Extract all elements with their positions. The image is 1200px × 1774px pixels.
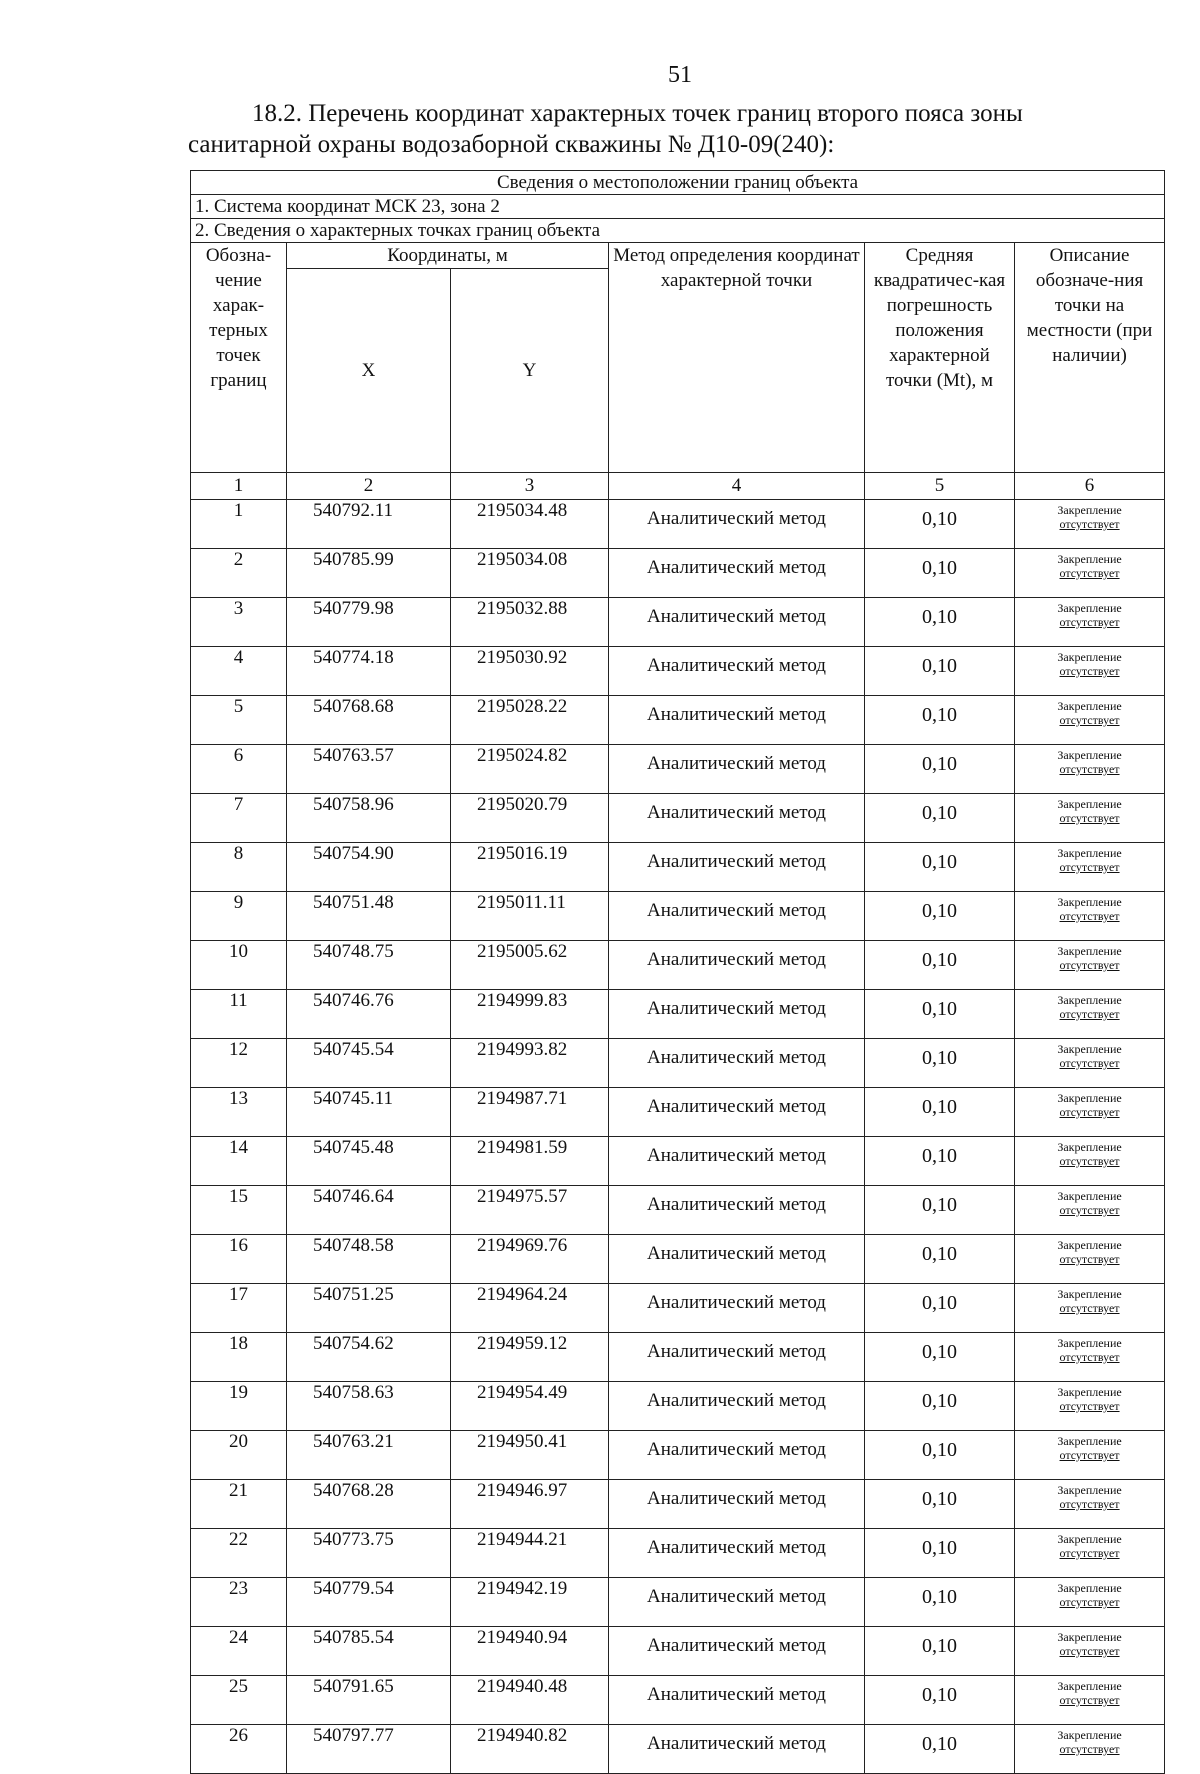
description-line-2: отсутствует [1059,615,1120,629]
y-coordinate: 2194944.21 [451,1529,609,1578]
description-cell [1015,892,1165,941]
description-line-1: Закрепление [1057,1434,1122,1448]
description-line-2: отсутствует [1059,909,1120,923]
error-cell: 0,10 [865,1529,1015,1578]
description-line-1: Закрепление [1057,1336,1122,1350]
x-coordinate: 540774.18 [287,647,451,696]
method-cell: Аналитический метод [609,1627,865,1676]
error-cell: 0,10 [865,1676,1015,1725]
header-x: X [287,269,451,473]
description-cell [1015,1725,1165,1774]
method-cell: Аналитический метод [609,892,865,941]
error-cell: 0,10 [865,1382,1015,1431]
error-cell: 0,10 [865,696,1015,745]
description-line-1: Закрепление [1057,650,1122,664]
header-coordinates: Координаты, м [287,243,609,269]
table-row [191,1676,1165,1725]
x-coordinate: 540791.65 [287,1676,451,1725]
point-number: 16 [191,1235,287,1284]
method-cell: Аналитический метод [609,941,865,990]
description-line-1: Закрепление [1057,1091,1122,1105]
table-row [191,549,1165,598]
coordinate-rows [191,500,1165,1774]
table-row [191,794,1165,843]
description-cell [1015,696,1165,745]
description-line-2: отсутствует [1059,1399,1120,1413]
y-coordinate: 2194950.41 [451,1431,609,1480]
point-number: 6 [191,745,287,794]
table-row [191,941,1165,990]
description-line-1: Закрепление [1057,699,1122,713]
point-number: 21 [191,1480,287,1529]
y-coordinate: 2195034.08 [451,549,609,598]
y-coordinate: 2194940.48 [451,1676,609,1725]
table-row [191,696,1165,745]
x-coordinate: 540768.68 [287,696,451,745]
point-number: 19 [191,1382,287,1431]
table-row [191,1382,1165,1431]
x-coordinate: 540748.58 [287,1235,451,1284]
y-coordinate: 2194987.71 [451,1088,609,1137]
error-cell: 0,10 [865,1333,1015,1382]
description-line-2: отсутствует [1059,517,1120,531]
method-cell: Аналитический метод [609,1088,865,1137]
error-cell: 0,10 [865,794,1015,843]
x-coordinate: 540768.28 [287,1480,451,1529]
header-designation: Обозна-чение харак-терных точек границ [191,243,287,473]
x-coordinate: 540745.48 [287,1137,451,1186]
description-line-1: Закрепление [1057,944,1122,958]
point-number: 14 [191,1137,287,1186]
description-line-1: Закрепление [1057,1728,1122,1742]
coordinate-system: 1. Система координат МСК 23, зона 2 [191,195,1165,219]
header-description: Описание обозначе-ния точки на местности (при наличии) [1015,243,1165,473]
x-coordinate: 540785.99 [287,549,451,598]
description-line-2: отсутствует [1059,1448,1120,1462]
description-line-2: отсутствует [1059,762,1120,776]
point-number: 22 [191,1529,287,1578]
column-number: 3 [451,473,609,500]
description-line-2: отсутствует [1059,664,1120,678]
description-cell [1015,1333,1165,1382]
point-number: 7 [191,794,287,843]
error-cell: 0,10 [865,1039,1015,1088]
description-line-2: отсутствует [1059,713,1120,727]
method-cell: Аналитический метод [609,1235,865,1284]
method-cell: Аналитический метод [609,1186,865,1235]
description-line-2: отсутствует [1059,1742,1120,1756]
method-cell: Аналитический метод [609,696,865,745]
x-coordinate: 540792.11 [287,500,451,549]
table-row [191,1333,1165,1382]
description-line-2: отсутствует [1059,1056,1120,1070]
description-line-1: Закрепление [1057,1630,1122,1644]
y-coordinate: 2194942.19 [451,1578,609,1627]
description-line-1: Закрепление [1057,846,1122,860]
method-cell: Аналитический метод [609,647,865,696]
method-cell: Аналитический метод [609,1039,865,1088]
point-number: 1 [191,500,287,549]
y-coordinate: 2195034.48 [451,500,609,549]
point-number: 10 [191,941,287,990]
description-line-1: Закрепление [1057,1238,1122,1252]
method-cell: Аналитический метод [609,1137,865,1186]
description-line-2: отсутствует [1059,1301,1120,1315]
section-heading [188,98,1168,160]
description-line-2: отсутствует [1059,1546,1120,1560]
method-cell: Аналитический метод [609,1382,865,1431]
y-coordinate: 2194969.76 [451,1235,609,1284]
table-row [191,598,1165,647]
method-cell: Аналитический метод [609,990,865,1039]
point-number: 24 [191,1627,287,1676]
description-cell [1015,843,1165,892]
column-number-row [191,473,1165,500]
x-coordinate: 540797.77 [287,1725,451,1774]
x-coordinate: 540763.21 [287,1431,451,1480]
table-row [191,1578,1165,1627]
description-cell [1015,500,1165,549]
description-line-2: отсутствует [1059,811,1120,825]
description-line-2: отсутствует [1059,1154,1120,1168]
table-row [191,647,1165,696]
table-row [191,1725,1165,1774]
description-line-1: Закрепление [1057,1140,1122,1154]
description-line-2: отсутствует [1059,1644,1120,1658]
column-number: 4 [609,473,865,500]
error-cell: 0,10 [865,500,1015,549]
x-coordinate: 540751.25 [287,1284,451,1333]
x-coordinate: 540785.54 [287,1627,451,1676]
error-cell: 0,10 [865,1725,1015,1774]
description-cell [1015,1186,1165,1235]
x-coordinate: 540745.54 [287,1039,451,1088]
description-line-1: Закрепление [1057,1287,1122,1301]
y-coordinate: 2195016.19 [451,843,609,892]
method-cell: Аналитический метод [609,843,865,892]
x-coordinate: 540763.57 [287,745,451,794]
description-line-2: отсутствует [1059,1497,1120,1511]
point-number: 3 [191,598,287,647]
description-line-1: Закрепление [1057,1385,1122,1399]
y-coordinate: 2194954.49 [451,1382,609,1431]
y-coordinate: 2194940.94 [451,1627,609,1676]
header-y: Y [451,269,609,473]
method-cell: Аналитический метод [609,1725,865,1774]
column-number: 2 [287,473,451,500]
table-row [191,843,1165,892]
y-coordinate: 2194946.97 [451,1480,609,1529]
heading-line-2: санитарной охраны водозаборной скважины № Д10-09(240): [188,131,835,158]
description-cell [1015,549,1165,598]
error-cell: 0,10 [865,990,1015,1039]
error-cell: 0,10 [865,1284,1015,1333]
description-line-1: Закрепление [1057,552,1122,566]
column-number: 6 [1015,473,1165,500]
description-line-1: Закрепление [1057,601,1122,615]
description-line-1: Закрепление [1057,1679,1122,1693]
error-cell: 0,10 [865,549,1015,598]
error-cell: 0,10 [865,1627,1015,1676]
description-cell [1015,941,1165,990]
error-cell: 0,10 [865,745,1015,794]
description-cell [1015,1480,1165,1529]
y-coordinate: 2194981.59 [451,1137,609,1186]
table-row [191,1186,1165,1235]
error-cell: 0,10 [865,1088,1015,1137]
table-row [191,1039,1165,1088]
description-cell [1015,1431,1165,1480]
method-cell: Аналитический метод [609,1529,865,1578]
method-cell: Аналитический метод [609,1333,865,1382]
y-coordinate: 2194975.57 [451,1186,609,1235]
description-line-2: отсутствует [1059,1693,1120,1707]
description-line-1: Закрепление [1057,748,1122,762]
x-coordinate: 540751.48 [287,892,451,941]
y-coordinate: 2194940.82 [451,1725,609,1774]
table-row [191,1431,1165,1480]
point-number: 26 [191,1725,287,1774]
description-cell [1015,1578,1165,1627]
description-cell [1015,1137,1165,1186]
y-coordinate: 2194959.12 [451,1333,609,1382]
description-cell [1015,745,1165,794]
x-coordinate: 540745.11 [287,1088,451,1137]
table-row [191,1480,1165,1529]
point-number: 20 [191,1431,287,1480]
points-caption: 2. Сведения о характерных точках границ объекта [191,219,1165,243]
description-line-1: Закрепление [1057,1189,1122,1203]
method-cell: Аналитический метод [609,1676,865,1725]
method-cell: Аналитический метод [609,1480,865,1529]
table-row [191,892,1165,941]
point-number: 13 [191,1088,287,1137]
description-line-2: отсутствует [1059,1595,1120,1609]
y-coordinate: 2195011.11 [451,892,609,941]
error-cell: 0,10 [865,598,1015,647]
description-cell [1015,794,1165,843]
error-cell: 0,10 [865,647,1015,696]
point-number: 2 [191,549,287,598]
table-row [191,990,1165,1039]
y-coordinate: 2195032.88 [451,598,609,647]
description-line-1: Закрепление [1057,1581,1122,1595]
description-cell [1015,1382,1165,1431]
x-coordinate: 540746.64 [287,1186,451,1235]
description-line-1: Закрепление [1057,797,1122,811]
method-cell: Аналитический метод [609,1284,865,1333]
error-cell: 0,10 [865,843,1015,892]
error-cell: 0,10 [865,941,1015,990]
description-line-2: отсутствует [1059,958,1120,972]
description-line-1: Закрепление [1057,993,1122,1007]
point-number: 23 [191,1578,287,1627]
point-number: 5 [191,696,287,745]
description-line-1: Закрепление [1057,1532,1122,1546]
description-line-2: отсутствует [1059,1350,1120,1364]
description-line-2: отсутствует [1059,1252,1120,1266]
x-coordinate: 540758.63 [287,1382,451,1431]
method-cell: Аналитический метод [609,1578,865,1627]
description-line-2: отсутствует [1059,1105,1120,1119]
method-cell: Аналитический метод [609,500,865,549]
description-cell [1015,647,1165,696]
description-cell [1015,1088,1165,1137]
y-coordinate: 2195030.92 [451,647,609,696]
x-coordinate: 540748.75 [287,941,451,990]
error-cell: 0,10 [865,1480,1015,1529]
description-line-1: Закрепление [1057,895,1122,909]
x-coordinate: 540779.54 [287,1578,451,1627]
description-cell [1015,1235,1165,1284]
point-number: 15 [191,1186,287,1235]
y-coordinate: 2194993.82 [451,1039,609,1088]
header-error: Средняя квадратичес-кая погрешность положения характерной точки (Mt), м [865,243,1015,473]
x-coordinate: 540779.98 [287,598,451,647]
description-cell [1015,1627,1165,1676]
error-cell: 0,10 [865,1186,1015,1235]
point-number: 11 [191,990,287,1039]
column-number: 1 [191,473,287,500]
point-number: 4 [191,647,287,696]
table-row [191,500,1165,549]
header-method: Метод определения координат характерной точки [609,243,865,473]
table-title: Сведения о местоположении границ объекта [191,171,1165,195]
method-cell: Аналитический метод [609,549,865,598]
description-line-2: отсутствует [1059,1203,1120,1217]
method-cell: Аналитический метод [609,794,865,843]
x-coordinate: 540754.90 [287,843,451,892]
point-number: 8 [191,843,287,892]
method-cell: Аналитический метод [609,598,865,647]
point-number: 25 [191,1676,287,1725]
coordinates-table [190,170,1165,1774]
description-cell [1015,598,1165,647]
table-row [191,1137,1165,1186]
table-row [191,1627,1165,1676]
column-number: 5 [865,473,1015,500]
point-number: 17 [191,1284,287,1333]
description-line-2: отсутствует [1059,566,1120,580]
method-cell: Аналитический метод [609,1431,865,1480]
table-row [191,1529,1165,1578]
point-number: 9 [191,892,287,941]
description-cell [1015,1284,1165,1333]
table-row [191,1088,1165,1137]
description-cell [1015,1529,1165,1578]
error-cell: 0,10 [865,1235,1015,1284]
point-number: 12 [191,1039,287,1088]
heading-line-1: 18.2. Перечень координат характерных точек границ второго пояса зоны [252,100,1023,127]
point-number: 18 [191,1333,287,1382]
description-cell [1015,1676,1165,1725]
table-row [191,745,1165,794]
y-coordinate: 2194964.24 [451,1284,609,1333]
y-coordinate: 2195020.79 [451,794,609,843]
table-row [191,1235,1165,1284]
y-coordinate: 2195024.82 [451,745,609,794]
y-coordinate: 2195005.62 [451,941,609,990]
description-line-2: отсутствует [1059,860,1120,874]
description-line-2: отсутствует [1059,1007,1120,1021]
description-line-1: Закрепление [1057,1483,1122,1497]
x-coordinate: 540746.76 [287,990,451,1039]
error-cell: 0,10 [865,892,1015,941]
description-line-1: Закрепление [1057,1042,1122,1056]
y-coordinate: 2195028.22 [451,696,609,745]
y-coordinate: 2194999.83 [451,990,609,1039]
x-coordinate: 540773.75 [287,1529,451,1578]
description-line-1: Закрепление [1057,503,1122,517]
page-number: 51 [668,62,692,88]
method-cell: Аналитический метод [609,745,865,794]
x-coordinate: 540754.62 [287,1333,451,1382]
error-cell: 0,10 [865,1431,1015,1480]
table-row [191,1284,1165,1333]
error-cell: 0,10 [865,1137,1015,1186]
description-cell [1015,1039,1165,1088]
error-cell: 0,10 [865,1578,1015,1627]
description-cell [1015,990,1165,1039]
x-coordinate: 540758.96 [287,794,451,843]
